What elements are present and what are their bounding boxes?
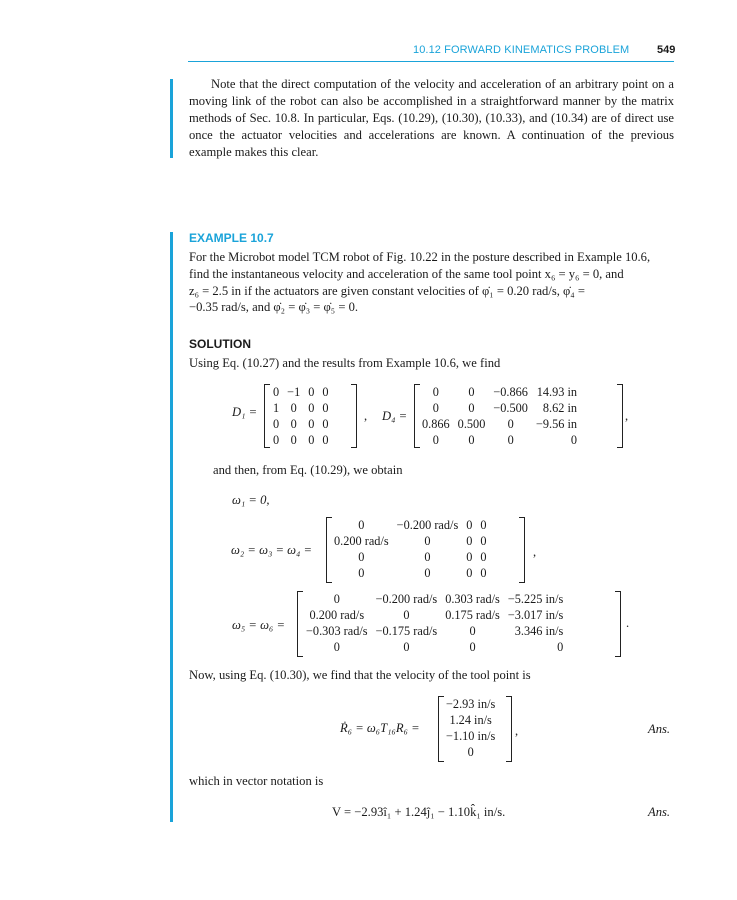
d1-matrix-cell: 0 [308,401,315,415]
period: . [626,616,630,630]
velocity-vector-equation: V = −2.93î₁ + 1.24ĵ₁ − 1.10k̂₁ in/s. [332,805,506,819]
omega56-matrix-cell: 0 [333,640,340,654]
omega56-matrix-row [302,623,567,639]
omega56-matrix-row [302,607,567,623]
r6dot-label: Ṙ₆ = ω₆T₁₆R₆ = [340,721,420,735]
omega234-matrix-cell: 0 [358,566,365,580]
solution-line-4: which in vector notation is [189,774,324,788]
omega234-matrix-cell: 0 [424,566,431,580]
example-statement-line-3: z₆ = 2.5 in if the actuators are given constant velocities of φ̇₁ = 0.20 rad/s, φ̇₄ = [189,284,585,298]
d4-matrix-cell: −0.500 [493,401,528,415]
omega56-matrix-cell: 0 [557,640,564,654]
d1-matrix-row [269,384,333,400]
omega234-label: ω₂ = ω₃ = ω₄ = [231,543,313,557]
omega234-matrix-cell: 0 [480,566,487,580]
d4-matrix-cell: 0 [468,401,475,415]
omega56-matrix-cell: 0.303 rad/s [445,592,500,606]
header-rule [188,61,674,62]
omega234-matrix-cell: −0.200 rad/s [396,518,459,532]
omega56-matrix-cell: −3.017 in/s [507,608,564,622]
comma: , [625,409,629,423]
r6dot-vector-cell: −1.10 in/s [446,729,496,743]
omega56-matrix-cell: −0.303 rad/s [306,624,368,638]
d4-matrix-cell: 0 [507,417,514,431]
d4-matrix-cell: 8.62 in [542,401,578,415]
d4-matrix-cell: 0 [570,433,578,447]
d4-matrix-row [418,432,581,448]
solution-line-3: Now, using Eq. (10.30), we find that the velocity of the tool point is [189,668,531,682]
r6dot-vector-cell: −2.93 in/s [446,697,496,711]
d4-matrix-cell: 0 [432,385,439,399]
d4-matrix-row [418,416,581,432]
example-statement-line-1: For the Microbot model TCM robot of Fig. 10.22 in the posture described in Example 10.6, [189,250,651,264]
omega234-matrix-cell: 0 [358,550,365,564]
r6dot-vector-cell: 0 [467,745,474,759]
d4-matrix-cell: 14.93 in [536,385,578,399]
d4-matrix-cell: −9.56 in [535,417,578,431]
solution-heading: SOLUTION [189,337,251,351]
omega56-matrix-cell: 0 [469,640,476,654]
omega234-matrix-row [330,533,491,549]
d1-matrix-cell: 0 [273,417,280,431]
d1-matrix-cell: −1 [287,385,301,399]
r6dot-vector-cell: 1.24 in/s [449,713,492,727]
d1-matrix-row [269,416,333,432]
omega56-matrix-row [302,591,567,607]
omega234-matrix-cell: 0 [424,550,431,564]
answer-label: Ans. [648,805,671,819]
comma: , [533,545,537,559]
d1-matrix-cell: 0 [322,401,329,415]
example-statement-line-4: −0.35 rad/s, and φ̇₂ = φ̇₃ = φ̇₅ = 0. [189,300,359,314]
omega56-matrix-cell: 0 [403,608,410,622]
omega234-matrix-cell: 0 [358,518,365,532]
d4-matrix-cell: 0 [468,433,475,447]
omega234-matrix-cell: 0 [424,534,431,548]
d1-matrix-cell: 0 [308,433,315,447]
r6dot-vector-row [442,712,499,728]
d1-matrix-cell: 0 [308,385,315,399]
margin-bar [170,79,173,158]
omega56-matrix-cell: 0.175 rad/s [445,608,500,622]
omega234-matrix-cell: 0 [480,534,487,548]
d4-matrix-cell: 0.500 [457,417,486,431]
omega56-matrix-cell: −0.200 rad/s [375,592,438,606]
d1-matrix-cell: 0 [322,385,329,399]
example-heading: EXAMPLE 10.7 [189,231,274,245]
omega56-matrix-cell: 0 [333,592,340,606]
d1-matrix-cell: 0 [273,433,280,447]
comma: , [515,724,519,738]
page-number: 549 [657,44,676,56]
omega56-matrix-cell: 0 [403,640,410,654]
omega234-matrix-row [330,517,491,533]
d1-matrix-cell: 1 [273,401,280,415]
omega234-matrix-cell: 0 [466,534,473,548]
d4-matrix-row [418,384,581,400]
omega234-matrix-cell: 0 [480,550,487,564]
omega56-matrix-cell: −5.225 in/s [507,592,564,606]
solution-line-2: and then, from Eq. (10.29), we obtain [213,463,403,477]
omega234-matrix-cell: 0 [480,518,487,532]
d1-matrix-row [269,400,333,416]
omega234-matrix-cell: 0 [466,550,473,564]
omega1-equation: ω₁ = 0, [232,493,270,507]
comma: , [364,409,368,423]
d1-label: D₁ = [232,405,258,419]
d4-matrix-cell: 0 [432,433,439,447]
omega56-matrix-cell: 3.346 in/s [514,624,564,638]
omega234-matrix-row [330,549,491,565]
d4-matrix-cell: 0 [432,401,439,415]
omega234-matrix-row [330,565,491,581]
d1-matrix-cell: 0 [290,417,297,431]
omega56-label: ω₅ = ω₆ = [232,618,285,632]
example-statement-line-2: find the instantaneous velocity and acceleration of the same tool point x₆ = y₆ = 0, and [189,267,624,281]
d1-matrix-row [269,432,333,448]
omega56-matrix-cell: 0 [469,624,476,638]
omega234-matrix-cell: 0 [466,566,473,580]
answer-label: Ans. [648,722,671,736]
d1-matrix-cell: 0 [322,417,329,431]
d4-matrix-cell: 0 [468,385,475,399]
solution-line-1: Using Eq. (10.27) and the results from Example 10.6, we find [189,356,501,370]
r6dot-vector-row [442,728,499,744]
r6dot-vector-row [442,744,499,760]
d1-matrix-cell: 0 [322,433,329,447]
d1-matrix-cell: 0 [290,433,297,447]
d4-matrix-cell: 0 [507,433,514,447]
example-margin-bar [170,232,173,822]
omega56-matrix-cell: 0.200 rad/s [309,608,365,622]
d4-matrix-row [418,400,581,416]
intro-paragraph: Note that the direct computation of the velocity and acceleration of an arbitrary point on a moving link of the robot can also be accomplished in a straightforward manner by the matrix methods of Sec. 10.8. In particular, Eqs. (10.29), (10.30), (10.33), and (10.34) are of direct use once the actuator velocities and accelerations are known. A continuation of the previous example makes this clear. [189,77,674,159]
omega234-matrix-cell: 0.200 rad/s [334,534,389,548]
d1-matrix-cell: 0 [273,385,280,399]
d4-matrix-cell: −0.866 [493,385,528,399]
omega234-matrix-cell: 0 [466,518,473,532]
d4-matrix-cell: 0.866 [422,417,450,431]
d4-label: D₄ = [382,409,408,423]
d1-matrix-cell: 0 [290,401,297,415]
omega56-matrix-row [302,639,567,655]
running-head-title: 10.12 FORWARD KINEMATICS PROBLEM [413,44,630,56]
r6dot-vector-row [442,696,499,712]
omega56-matrix-cell: −0.175 rad/s [375,624,438,638]
d1-matrix-cell: 0 [308,417,315,431]
